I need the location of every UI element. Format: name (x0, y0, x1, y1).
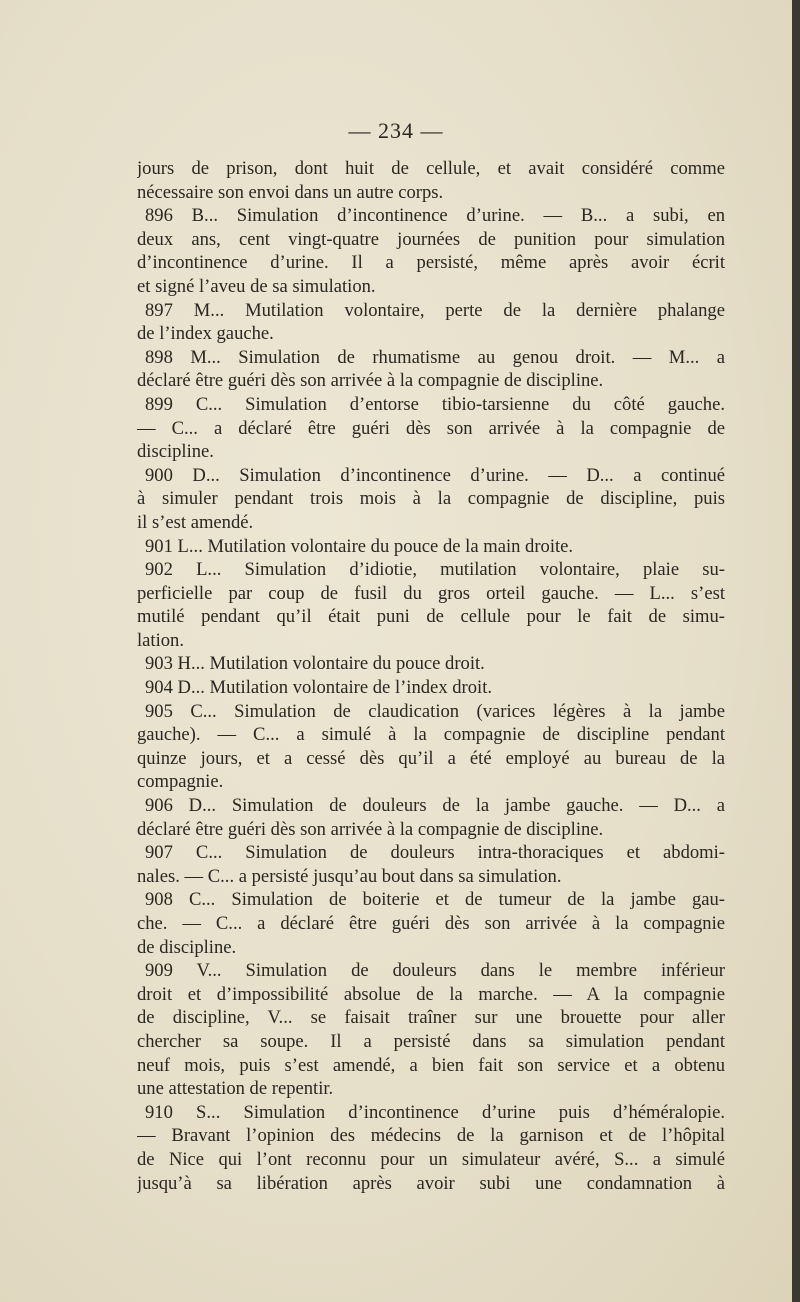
text-line: déclaré être guéri dès son arrivée à la compagnie de discipline. (137, 818, 604, 840)
text-line: deux ans, cent vingt-quatre journées de punition pour simulation (137, 228, 725, 250)
text-line: et signé l’aveu de sa simulation. (137, 275, 376, 297)
text-line: de discipline, V... se faisait traîner sur une brouette pour aller (137, 1007, 725, 1029)
page-number: — 234 — (348, 118, 444, 143)
text-line: neuf mois, puis s’est amendé, a bien fait son service et a obtenu (137, 1054, 725, 1076)
text-line: 904 D... Mutilation volontaire de l’index droit. (145, 677, 493, 699)
text-line: 905 C... Simulation de claudication (varices légères à la jambe (145, 700, 725, 722)
text-line: discipline. (137, 441, 214, 463)
text-line: d’incontinence d’urine. Il a persisté, même après avoir écrit (137, 252, 725, 274)
text-line: 896 B... Simulation d’incontinence d’urine. — B... a subi, en (145, 205, 725, 227)
text-line: 902 L... Simulation d’idiotie, mutilation volontaire, plaie su- (145, 559, 725, 581)
text-line: quinze jours, et a cessé dès qu’il a été employé au bureau de la (137, 747, 725, 769)
text-line: jours de prison, dont huit de cellule, et avait considéré comme (137, 158, 725, 179)
text-line: 900 D... Simulation d’incontinence d’urine. — D... a continué (145, 464, 725, 486)
text-line: mutilé pendant qu’il était puni de cellule pour le fait de simu- (137, 606, 725, 628)
text-line: gauche). — C... a simulé à la compagnie de discipline pendant (137, 724, 725, 746)
text-line: che. — C... a déclaré être guéri dès son arrivée à la compagnie (137, 913, 725, 934)
text-line: nales. — C... a persisté jusqu’au bout dans sa simulation. (137, 865, 562, 887)
text-line: nécessaire son envoi dans un autre corps. (137, 181, 444, 203)
text-line: droit et d’impossibilité absolue de la marche. — A la compagnie (137, 983, 725, 1005)
text-line: — Bravant l’opinion des médecins de la garnison et de l’hôpital (137, 1125, 725, 1147)
text-line: 897 M... Mutilation volontaire, perte de la dernière phalange (145, 299, 725, 321)
text-line: 903 H... Mutilation volontaire du pouce droit. (145, 653, 485, 675)
text-line: 907 C... Simulation de douleurs intra-thoraciques et abdomi- (145, 842, 725, 864)
page-edge (792, 0, 800, 1302)
text-line: à simuler pendant trois mois à la compagnie de discipline, puis (137, 488, 725, 510)
text-line: 909 V... Simulation de douleurs dans le membre inférieur (145, 960, 725, 982)
text-line: chercher sa soupe. Il a persisté dans sa simulation pendant (137, 1030, 725, 1052)
text-line: déclaré être guéri dès son arrivée à la compagnie de discipline. (137, 370, 604, 392)
text-line: lation. (137, 629, 184, 651)
text-line: compagnie. (137, 771, 224, 793)
text-line: perficielle par coup de fusil du gros orteil gauche. — L... s’est (137, 582, 725, 604)
text-line: 898 M... Simulation de rhumatisme au genou droit. — M... a (145, 346, 725, 368)
text-line: 901 L... Mutilation volontaire du pouce de la main droite. (145, 535, 574, 557)
text-line: 910 S... Simulation d’incontinence d’urine puis d’héméralopie. (145, 1101, 725, 1123)
text-line: de l’index gauche. (137, 323, 274, 345)
text-line: jusqu’à sa libération après avoir subi une condamnation à (137, 1172, 725, 1194)
text-line: 899 C... Simulation d’entorse tibio-tarsienne du côté gauche. (145, 393, 725, 415)
text-line: de Nice qui l’ont reconnu pour un simulateur avéré, S... a simulé (137, 1148, 725, 1170)
text-line: il s’est amendé. (137, 511, 254, 533)
text-line: 906 D... Simulation de douleurs de la jambe gauche. — D... a (145, 795, 725, 817)
text-line: 908 C... Simulation de boiterie et de tumeur de la jambe gau- (145, 889, 725, 911)
text-line: de discipline. (137, 936, 237, 958)
text-line: une attestation de repentir. (137, 1078, 334, 1100)
body-text (137, 157, 725, 1195)
text-line: — C... a déclaré être guéri dès son arrivée à la compagnie de (137, 417, 725, 439)
